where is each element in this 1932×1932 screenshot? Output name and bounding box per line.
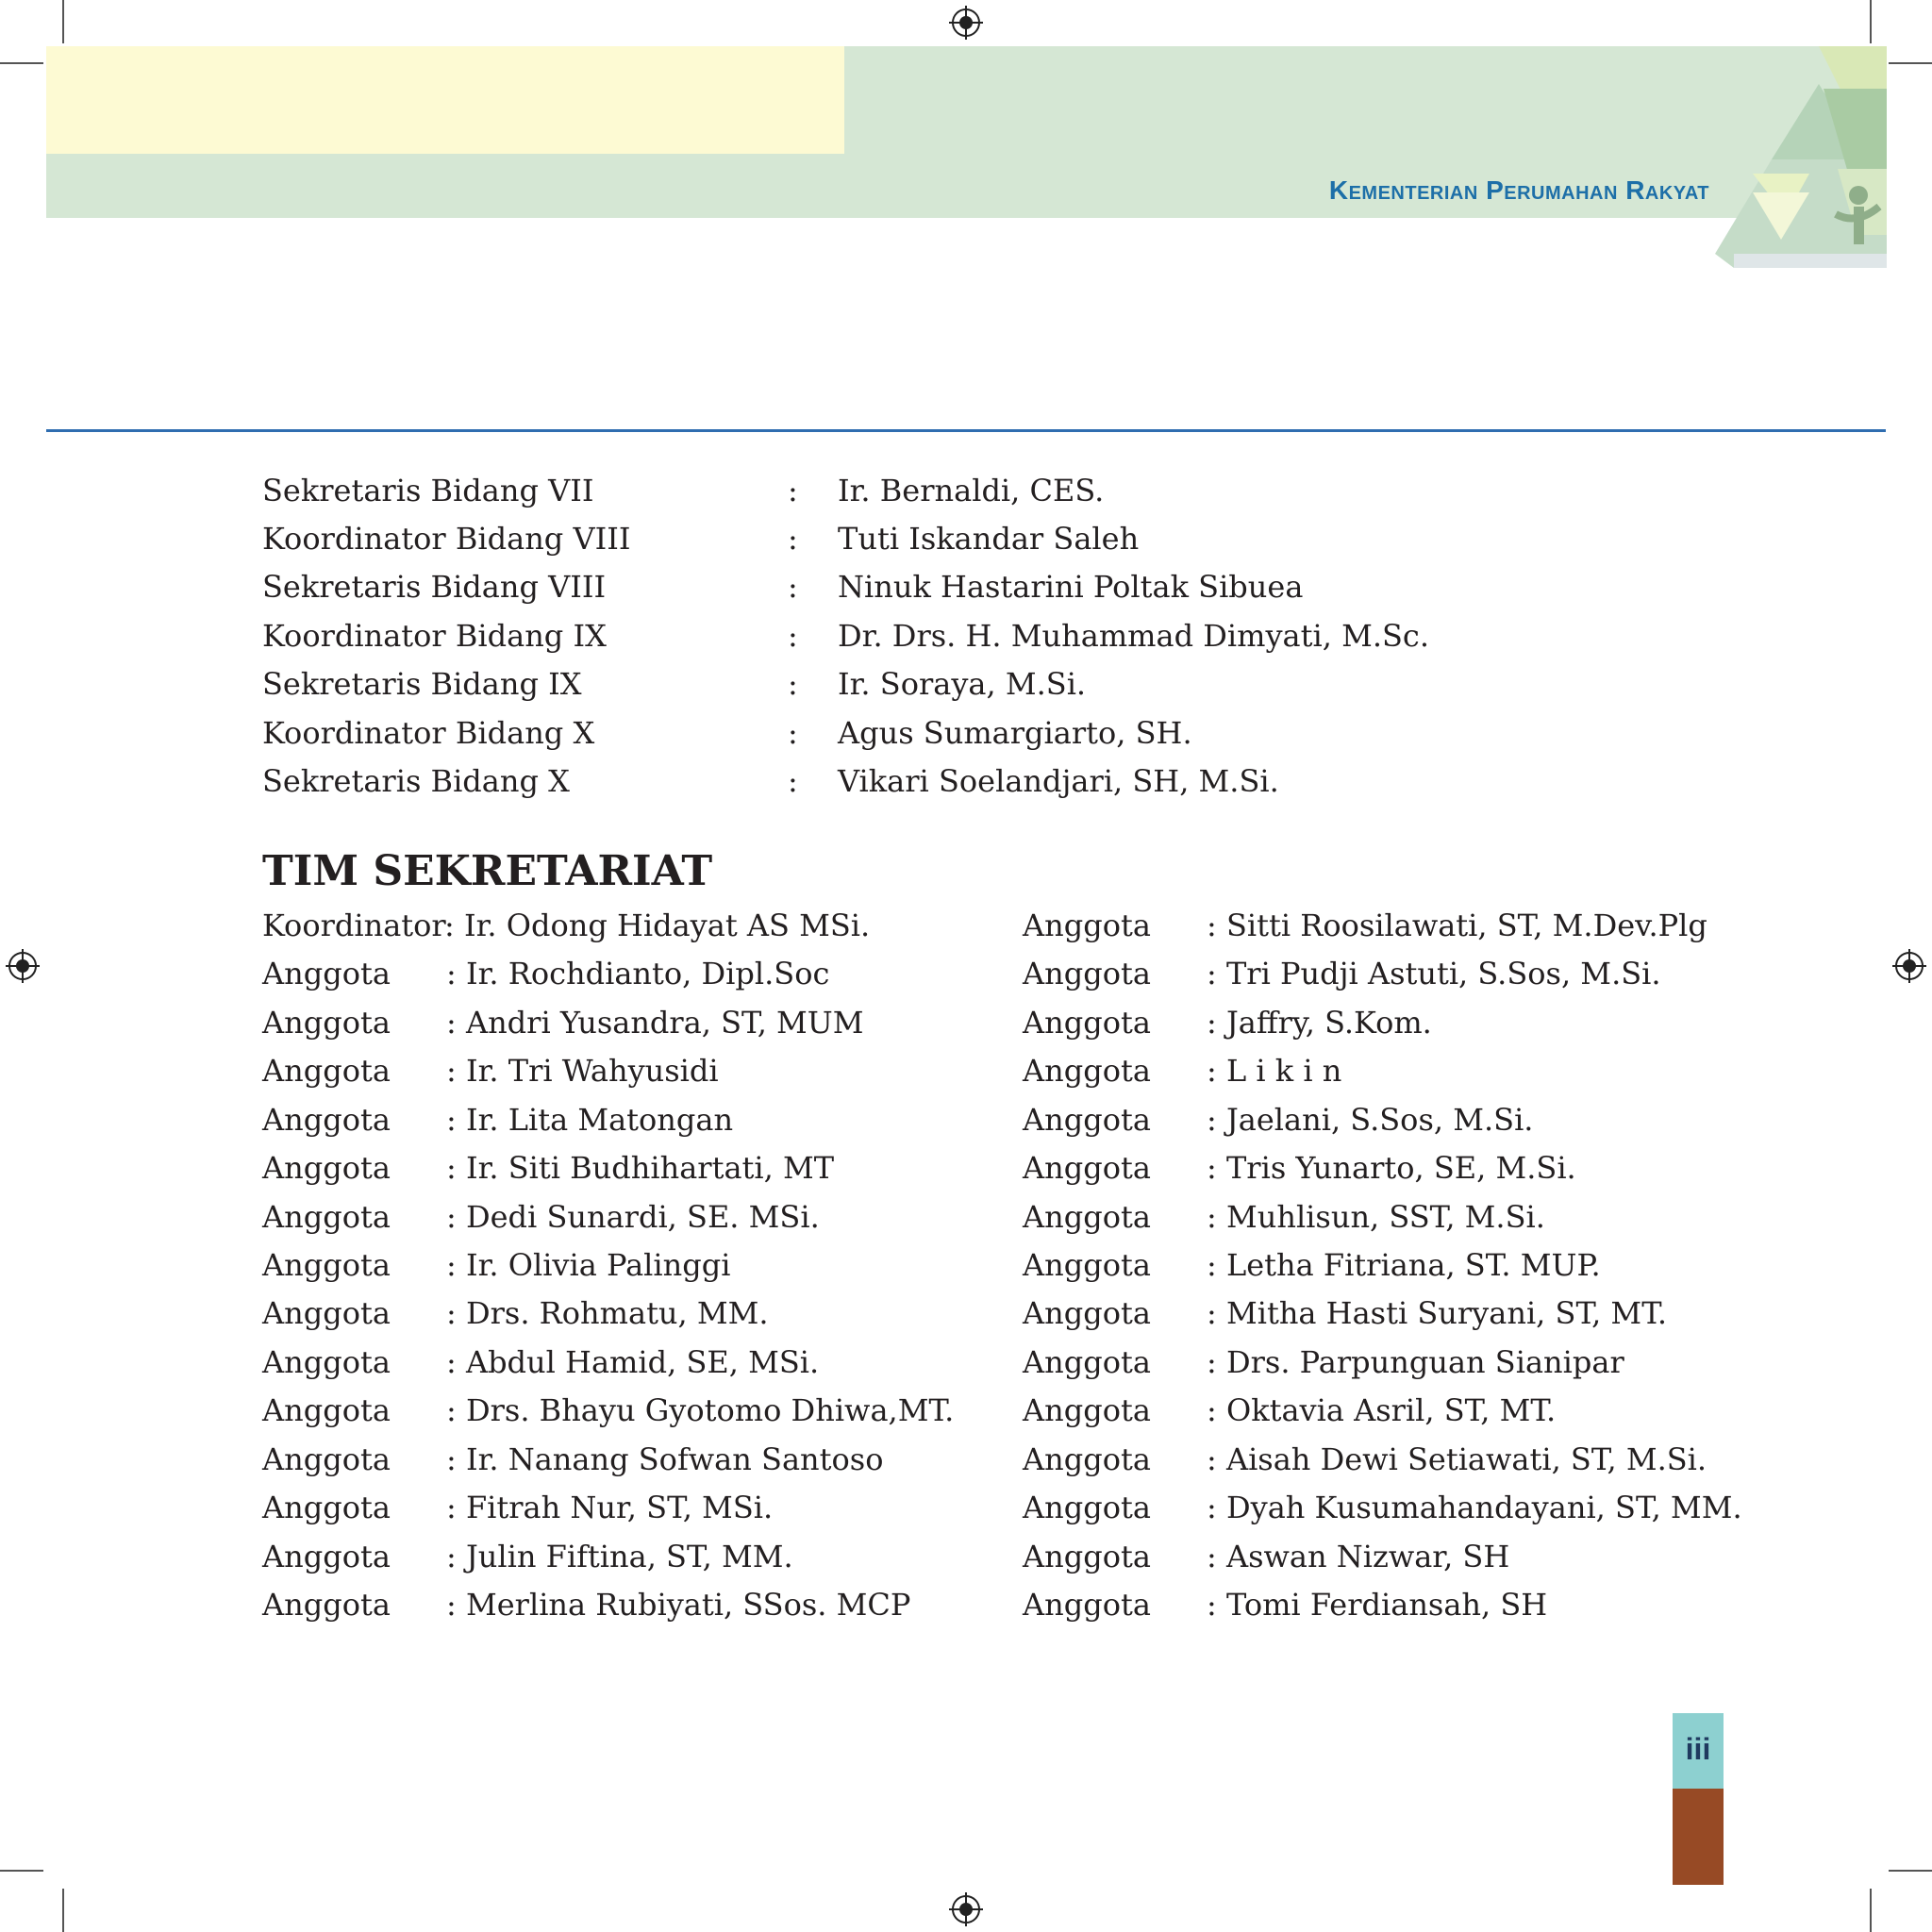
member-name: : Sitti Roosilawati, ST, M.Dev.Plg [1207,908,1707,943]
member-role: Anggota [262,1587,391,1623]
separator: : [788,618,798,654]
separator: : [788,569,798,605]
separator: : [788,521,798,557]
member-role: Anggota [1023,956,1151,991]
member-name: : Ir. Nanang Sofwan Santoso [446,1441,884,1477]
member-name: : Ir. Lita Matongan [446,1102,734,1138]
crop-mark [0,1870,43,1872]
crop-mark [1870,1889,1872,1932]
crop-mark [1889,1870,1932,1872]
committee-role: Sekretaris Bidang VII [262,473,594,508]
member-role: Anggota [1023,908,1151,943]
member-role: Anggota [1023,1344,1151,1380]
member-name: : Drs. Bhayu Gyotomo Dhiwa,MT. [446,1392,955,1428]
member-role: Anggota [262,1005,391,1041]
member-name: : Mitha Hasti Suryani, ST, MT. [1207,1295,1667,1331]
member-name: : Ir. Rochdianto, Dipl.Soc [446,956,830,991]
member-name: : Tri Pudji Astuti, S.Sos, M.Si. [1207,956,1661,991]
page-tab-accent [1673,1789,1724,1885]
committee-role: Koordinator Bidang VIII [262,521,631,557]
member-name: : Aswan Nizwar, SH [1207,1539,1510,1574]
crop-mark [1889,62,1932,64]
committee-role: Sekretaris Bidang IX [262,666,582,702]
committee-name: Ninuk Hastarini Poltak Sibuea [838,569,1304,605]
ministry-logo-icon [1715,46,1887,268]
member-name: : Dedi Sunardi, SE. MSi. [446,1199,820,1235]
member-name: : Drs. Rohmatu, MM. [446,1295,769,1331]
committee-role: Koordinator Bidang IX [262,618,607,654]
member-role: Anggota [1023,1587,1151,1623]
member-role: Anggota [262,1441,391,1477]
member-name: : Ir. Tri Wahyusidi [446,1053,719,1089]
member-name: : Oktavia Asril, ST, MT. [1207,1392,1557,1428]
member-role: Anggota [262,1102,391,1138]
member-role: Anggota [1023,1539,1151,1574]
member-role: Anggota [1023,1441,1151,1477]
member-name: : Dyah Kusumahandayani, ST, MM. [1207,1490,1742,1525]
member-name: : L i k i n [1207,1053,1342,1089]
member-name: : Andri Yusandra, ST, MUM [446,1005,864,1041]
member-name: : Jaffry, S.Kom. [1207,1005,1432,1041]
member-role: Anggota [1023,1053,1151,1089]
committee-role: Sekretaris Bidang VIII [262,569,607,605]
member-role: Anggota [262,1150,391,1186]
member-name: : Julin Fiftina, ST, MM. [446,1539,793,1574]
page-number: iii [1685,1732,1711,1766]
member-name: : Abdul Hamid, SE, MSi. [446,1344,820,1380]
member-role: Anggota [262,1490,391,1525]
member-role: Anggota [262,1053,391,1089]
registration-mark-icon [1892,949,1926,983]
committee-name: Ir. Bernaldi, CES. [838,473,1105,508]
crop-mark [1870,0,1872,43]
header-band-highlight [46,46,844,154]
member-name: : Jaelani, S.Sos, M.Si. [1207,1102,1534,1138]
crop-mark [62,0,64,43]
committee-name: Ir. Soraya, M.Si. [838,666,1087,702]
member-role: Koordinator [262,908,446,943]
committee-name: Agus Sumargiarto, SH. [838,715,1192,751]
member-role: Anggota [262,1295,391,1331]
committee-role: Koordinator Bidang X [262,715,595,751]
member-role: Anggota [262,1344,391,1380]
member-role: Anggota [1023,1392,1151,1428]
committee-name: Vikari Soelandjari, SH, M.Si. [838,763,1279,799]
member-name: : Muhlisun, SST, M.Si. [1207,1199,1545,1235]
member-name: : Merlina Rubiyati, SSos. MCP [446,1587,911,1623]
member-role: Anggota [262,956,391,991]
member-name: : Fitrah Nur, ST, MSi. [446,1490,774,1525]
committee-name: Tuti Iskandar Saleh [838,521,1140,557]
registration-mark-icon [6,949,40,983]
member-name: : Tomi Ferdiansah, SH [1207,1587,1548,1623]
committee-name: Dr. Drs. H. Muhammad Dimyati, M.Sc. [838,618,1430,654]
header-divider [46,429,1886,432]
member-role: Anggota [1023,1247,1151,1283]
member-role: Anggota [262,1247,391,1283]
member-name: : Ir. Olivia Palinggi [446,1247,731,1283]
separator: : [788,473,798,508]
member-role: Anggota [1023,1005,1151,1041]
member-role: Anggota [262,1539,391,1574]
member-role: Anggota [1023,1102,1151,1138]
member-name: : Ir. Siti Budhihartati, MT [446,1150,835,1186]
member-role: Anggota [262,1392,391,1428]
crop-mark [0,62,43,64]
member-name: : Tris Yunarto, SE, M.Si. [1207,1150,1576,1186]
member-name: : Ir. Odong Hidayat AS MSi. [444,908,871,943]
member-role: Anggota [1023,1150,1151,1186]
secretariat-right-column [1023,907,1872,1642]
member-role: Anggota [1023,1490,1151,1525]
committee-role: Sekretaris Bidang X [262,763,570,799]
crop-mark [62,1889,64,1932]
separator: : [788,715,798,751]
member-role: Anggota [262,1199,391,1235]
registration-mark-icon [949,6,983,40]
member-name: : Drs. Parpunguan Sianipar [1207,1344,1624,1380]
secretariat-left-column [262,907,979,1642]
separator: : [788,763,798,799]
section-title: TIM SEKRETARIAT [262,847,713,895]
member-name: : Aisah Dewi Setiawati, ST, M.Si. [1207,1441,1707,1477]
separator: : [788,666,798,702]
member-name: : Letha Fitriana, ST. MUP. [1207,1247,1601,1283]
registration-mark-icon [949,1892,983,1926]
ministry-name: Kementerian Perumahan Rakyat [1328,175,1709,205]
member-role: Anggota [1023,1295,1151,1331]
member-role: Anggota [1023,1199,1151,1235]
